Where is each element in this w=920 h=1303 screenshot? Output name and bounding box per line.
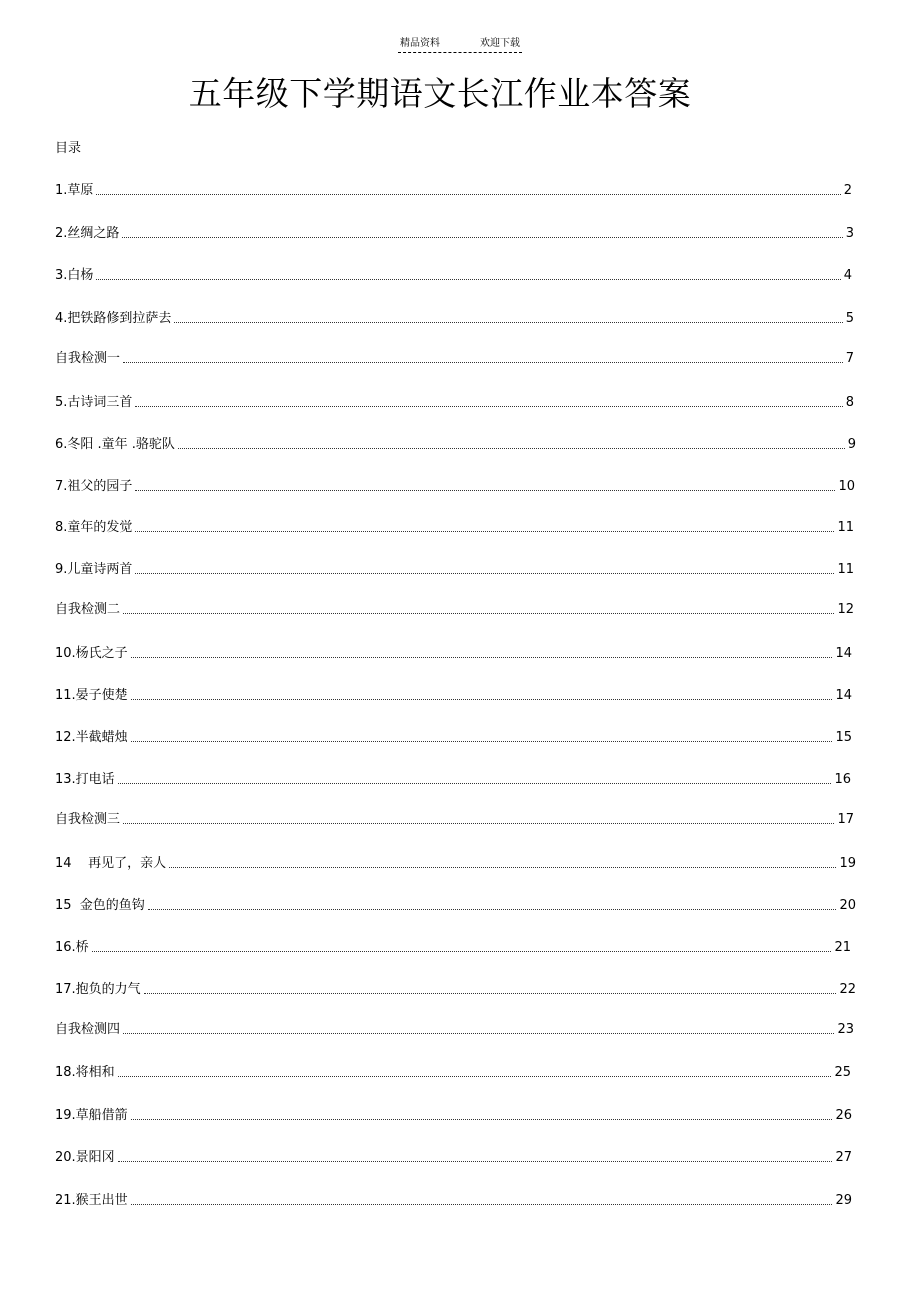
toc-dot-leader [92, 950, 832, 952]
toc-entry-page: 29 [835, 1193, 852, 1208]
toc-entry-page: 21 [834, 940, 851, 955]
toc-dot-leader [131, 656, 833, 658]
toc-entry-label: 自我检测四 [55, 1022, 121, 1037]
toc-entry-label: 14 再见了，亲人 [55, 856, 167, 871]
toc-dot-leader [118, 782, 832, 784]
toc-dot-leader [174, 321, 842, 323]
toc-entry [55, 940, 851, 956]
toc-entry [55, 520, 854, 536]
toc-entry [55, 688, 852, 704]
toc-entry-page: 8 [845, 395, 854, 410]
toc-entry-label: 18.将相和 [55, 1065, 115, 1080]
toc-entry-page: 12 [837, 602, 854, 617]
toc-entry-page: 7 [845, 351, 854, 366]
toc-dot-leader [135, 572, 834, 574]
toc-entry-label: 4.把铁路修到拉萨去 [55, 311, 172, 326]
toc-entry-label: 21.猴王出世 [55, 1193, 128, 1208]
toc-entry-page: 22 [839, 982, 856, 997]
toc-entry-page: 27 [835, 1150, 852, 1165]
toc-entry-label: 自我检测一 [55, 351, 121, 366]
toc-entry-label: 11.晏子使楚 [55, 688, 128, 703]
toc-entry-label: 17.抱负的力气 [55, 982, 141, 997]
toc-entry [55, 856, 856, 872]
toc-dot-leader [123, 361, 843, 363]
toc-entry-label: 5.古诗词三首 [55, 395, 133, 410]
page-header [0, 38, 920, 53]
document-title: 五年级下学期语文长江作业本答案 [188, 74, 692, 113]
toc-entry-label: 自我检测二 [55, 602, 121, 617]
toc-dot-leader [131, 698, 833, 700]
toc-entry-label: 2.丝绸之路 [55, 226, 120, 241]
toc-entry-page: 10 [838, 479, 855, 494]
toc-entry-page: 16 [834, 772, 851, 787]
toc-entry-page: 14 [835, 646, 852, 661]
toc-entry-page: 17 [837, 812, 854, 827]
toc-dot-leader [169, 866, 836, 868]
toc-entry-label: 13.打电话 [55, 772, 115, 787]
toc-entry-label: 20.景阳冈 [55, 1150, 115, 1165]
toc-entry-label: 3.白杨 [55, 268, 94, 283]
toc-entry-page: 26 [835, 1108, 852, 1123]
toc-dot-leader [131, 740, 833, 742]
toc-entry-label: 10.杨氏之子 [55, 646, 128, 661]
toc-entry-label: 19.草船借箭 [55, 1108, 128, 1123]
toc-entry [55, 1022, 854, 1038]
toc-dot-leader [96, 193, 840, 195]
toc-dot-leader [118, 1160, 833, 1162]
toc-entry [55, 562, 854, 578]
toc-dot-leader [96, 278, 840, 280]
toc-entry [55, 479, 855, 495]
header-line [398, 38, 522, 53]
toc-dot-leader [148, 908, 837, 910]
toc-entry [55, 646, 852, 662]
toc-entry [55, 1150, 852, 1166]
toc-dot-leader [135, 530, 834, 532]
toc-entry-page: 2 [843, 183, 852, 198]
toc-entry-page: 20 [839, 898, 856, 913]
toc-entry [55, 730, 852, 746]
toc-entry [55, 311, 854, 327]
toc-entry-page: 19 [839, 856, 856, 871]
toc-entry-label: 12.半截蜡烛 [55, 730, 128, 745]
toc-entry [55, 1108, 852, 1124]
toc-dot-leader [122, 236, 842, 238]
toc-entry-page: 15 [835, 730, 852, 745]
toc-entry [55, 772, 851, 788]
toc-entry-page: 5 [845, 311, 854, 326]
toc-entry-label: 自我检测三 [55, 812, 121, 827]
toc-entry-label: 8.童年的发觉 [55, 520, 133, 535]
toc-entry-page: 9 [847, 437, 856, 452]
toc-entry-page: 25 [834, 1065, 851, 1080]
toc-heading: 目录 [55, 141, 82, 156]
toc-entry [55, 183, 852, 199]
toc-entry [55, 351, 854, 367]
toc-entry-page: 11 [837, 562, 854, 577]
toc-dot-leader [135, 405, 842, 407]
toc-dot-leader [118, 1075, 832, 1077]
toc-dot-leader [123, 612, 834, 614]
toc-entry [55, 395, 854, 411]
toc-entry-label: 6.冬阳 .童年 .骆驼队 [55, 437, 175, 452]
header-right-text: 欢迎下载 [480, 38, 520, 49]
toc-dot-leader [135, 489, 835, 491]
toc-entry [55, 1065, 851, 1081]
toc-dot-leader [123, 1032, 834, 1034]
toc-entry-label: 7.祖父的园子 [55, 479, 133, 494]
toc-entry [55, 1193, 852, 1209]
toc-entry-page: 23 [837, 1022, 854, 1037]
toc-entry [55, 982, 856, 998]
toc-entry-page: 11 [837, 520, 854, 535]
toc-dot-leader [178, 447, 845, 449]
toc-entry-page: 4 [843, 268, 852, 283]
toc-entry [55, 812, 854, 828]
toc-entry [55, 602, 854, 618]
toc-entry [55, 268, 852, 284]
toc-entry-label: 1.草原 [55, 183, 94, 198]
toc-dot-leader [123, 822, 834, 824]
toc-entry [55, 898, 856, 914]
toc-entry-label: 9.儿童诗两首 [55, 562, 133, 577]
toc-dot-leader [131, 1203, 833, 1205]
toc-entry-label: 16.桥 [55, 940, 89, 955]
toc-entry-label: 15 金色的鱼钩 [55, 898, 145, 913]
header-left-text: 精品资料 [400, 38, 440, 49]
toc-entry [55, 437, 856, 453]
toc-dot-leader [144, 992, 837, 994]
toc-dot-leader [131, 1118, 833, 1120]
toc-entry-page: 14 [835, 688, 852, 703]
toc-entry-page: 3 [845, 226, 854, 241]
toc-entry [55, 226, 854, 242]
